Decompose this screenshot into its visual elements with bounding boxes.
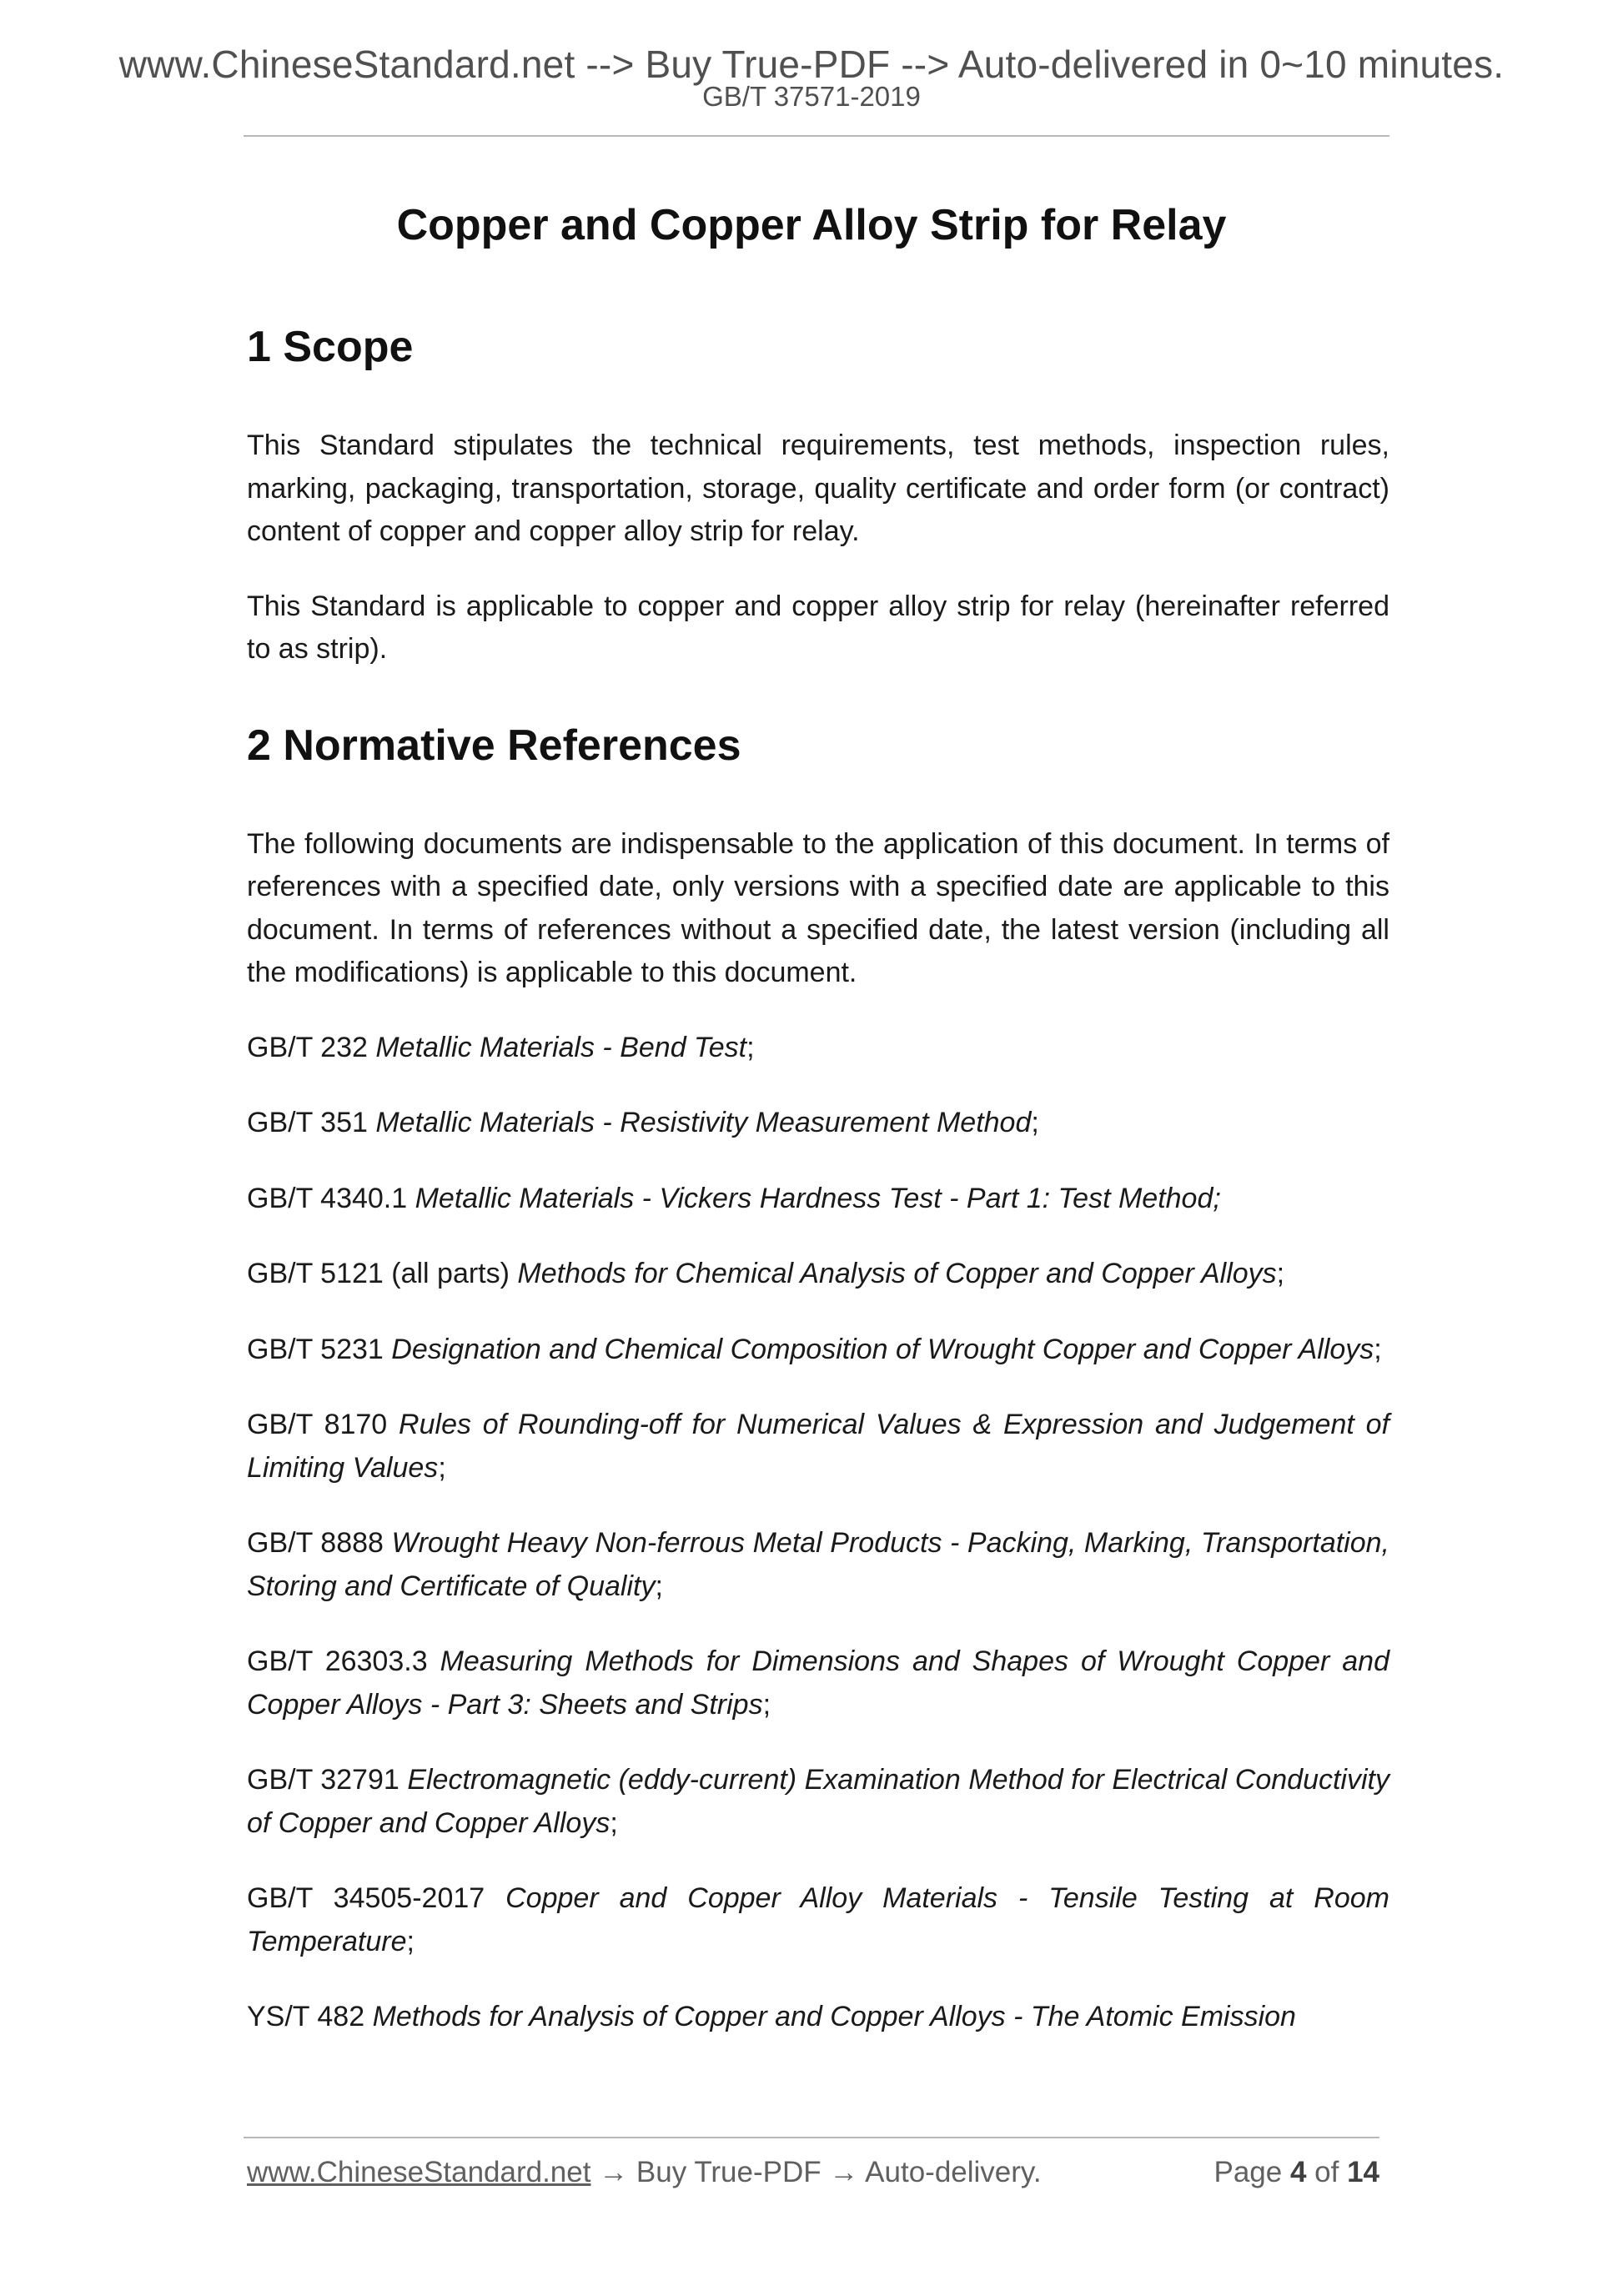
section-heading-normative-references: 2 Normative References xyxy=(247,721,741,770)
site-link[interactable]: www.ChineseStandard.net xyxy=(247,2156,591,2188)
reference-title: Metallic Materials - Bend Test xyxy=(375,1031,747,1063)
reference-item xyxy=(247,1102,1389,1145)
reference-item xyxy=(247,1329,1389,1372)
page-indicator xyxy=(1213,2156,1379,2189)
header-divider xyxy=(244,135,1389,137)
of-word: of xyxy=(1306,2156,1348,2188)
reference-end: ; xyxy=(762,1688,771,1721)
reference-end: ; xyxy=(438,1451,446,1484)
reference-code: GB/T 34505-2017 xyxy=(247,1882,506,1914)
reference-item xyxy=(247,1178,1389,1221)
page-total: 14 xyxy=(1347,2156,1379,2188)
reference-code: GB/T 32791 xyxy=(247,1764,408,1796)
reference-title: Metallic Materials - Vickers Hardness Test - Part 1: Test Method; xyxy=(415,1182,1221,1214)
scope-paragraph: This Standard is applicable to copper and copper alloy strip for relay (hereinafter referred to as strip). xyxy=(247,590,1389,665)
reference-title: Measuring Methods for Dimensions and Shapes of Wrought Copper and Copper Alloys - Part 3: Sheets and Strips xyxy=(247,1645,1389,1721)
reference-code: GB/T 26303.3 xyxy=(247,1645,440,1677)
site-banner: www.ChineseStandard.net --> Buy True-PDF --> Auto-delivered in 0~10 minutes. xyxy=(118,43,1505,86)
reference-title: Copper and Copper Alloy Materials - Tensile Testing at Room Temperature xyxy=(247,1882,1389,1957)
page-number: 4 xyxy=(1289,2156,1307,2188)
reference-title: Metallic Materials - Resistivity Measurement Method xyxy=(375,1107,1032,1138)
reference-code: GB/T 5121 (all parts) xyxy=(247,1258,518,1289)
reference-item xyxy=(247,1640,1389,1726)
reference-item xyxy=(247,1404,1389,1490)
reference-end: ; xyxy=(655,1570,663,1602)
reference-code: GB/T 8170 xyxy=(247,1409,399,1440)
reference-item xyxy=(247,1522,1389,1608)
reference-title: Wrought Heavy Non-ferrous Metal Products - Packing, Marking, Transportation, Storing and Certificate of Quality xyxy=(247,1527,1389,1602)
reference-code: GB/T 351 xyxy=(247,1107,376,1138)
reference-item xyxy=(247,1027,1389,1070)
reference-title: Methods for Chemical Analysis of Copper and Copper Alloys xyxy=(517,1258,1277,1289)
reference-end: ; xyxy=(746,1031,755,1063)
reference-item xyxy=(247,1253,1389,1296)
references-intro: The following documents are indispensable to the application of this document. In terms of references with a specified date, only versions with a specified date are applicable to this document. In terms of references without a specified date, the latest version (including all the modifications) is applicable to this document. xyxy=(247,827,1389,988)
document-title: Copper and Copper Alloy Strip for Relay xyxy=(396,201,1227,249)
scope-paragraph: This Standard stipulates the technical requirements, test methods, inspection rules, marking, packaging, transportation, storage, quality certificate and order form (or contract) content of copper and copper alloy strip for relay. xyxy=(247,430,1389,547)
reference-code: GB/T 232 xyxy=(247,1031,376,1063)
reference-title: Rules of Rounding-off for Numerical Values & Expression and Judgement of Limiting Values xyxy=(247,1409,1389,1484)
reference-end: ; xyxy=(1031,1107,1039,1138)
document-body xyxy=(247,321,1389,2072)
footer-divider xyxy=(244,2137,1379,2138)
section-heading-scope: 1 Scope xyxy=(247,323,414,371)
reference-code: GB/T 4340.1 xyxy=(247,1182,415,1214)
footer-trail: → Buy True-PDF → Auto-delivery. xyxy=(590,2156,1042,2188)
reference-end: ; xyxy=(1276,1258,1285,1289)
reference-end: ; xyxy=(610,1806,618,1839)
reference-code: GB/T 8888 xyxy=(247,1527,392,1559)
reference-end: ; xyxy=(1374,1333,1382,1365)
standard-code: GB/T 37571-2019 xyxy=(702,81,921,112)
reference-item xyxy=(247,1877,1389,1963)
reference-title: Designation and Chemical Composition of Wrought Copper and Copper Alloys xyxy=(391,1333,1374,1365)
reference-item xyxy=(247,1759,1389,1845)
reference-code: GB/T 5231 xyxy=(247,1333,392,1365)
page-footer xyxy=(247,2156,1379,2189)
reference-title: Electromagnetic (eddy-current) Examination Method for Electrical Conductivity of Copper and Copper Alloys xyxy=(247,1764,1389,1839)
reference-title: Methods for Analysis of Copper and Copper Alloys - The Atomic Emission xyxy=(372,2001,1296,2032)
page-word: Page xyxy=(1213,2156,1290,2188)
reference-item xyxy=(247,1996,1389,2039)
reference-end: ; xyxy=(406,1925,415,1957)
reference-code: YS/T 482 xyxy=(247,2001,373,2032)
